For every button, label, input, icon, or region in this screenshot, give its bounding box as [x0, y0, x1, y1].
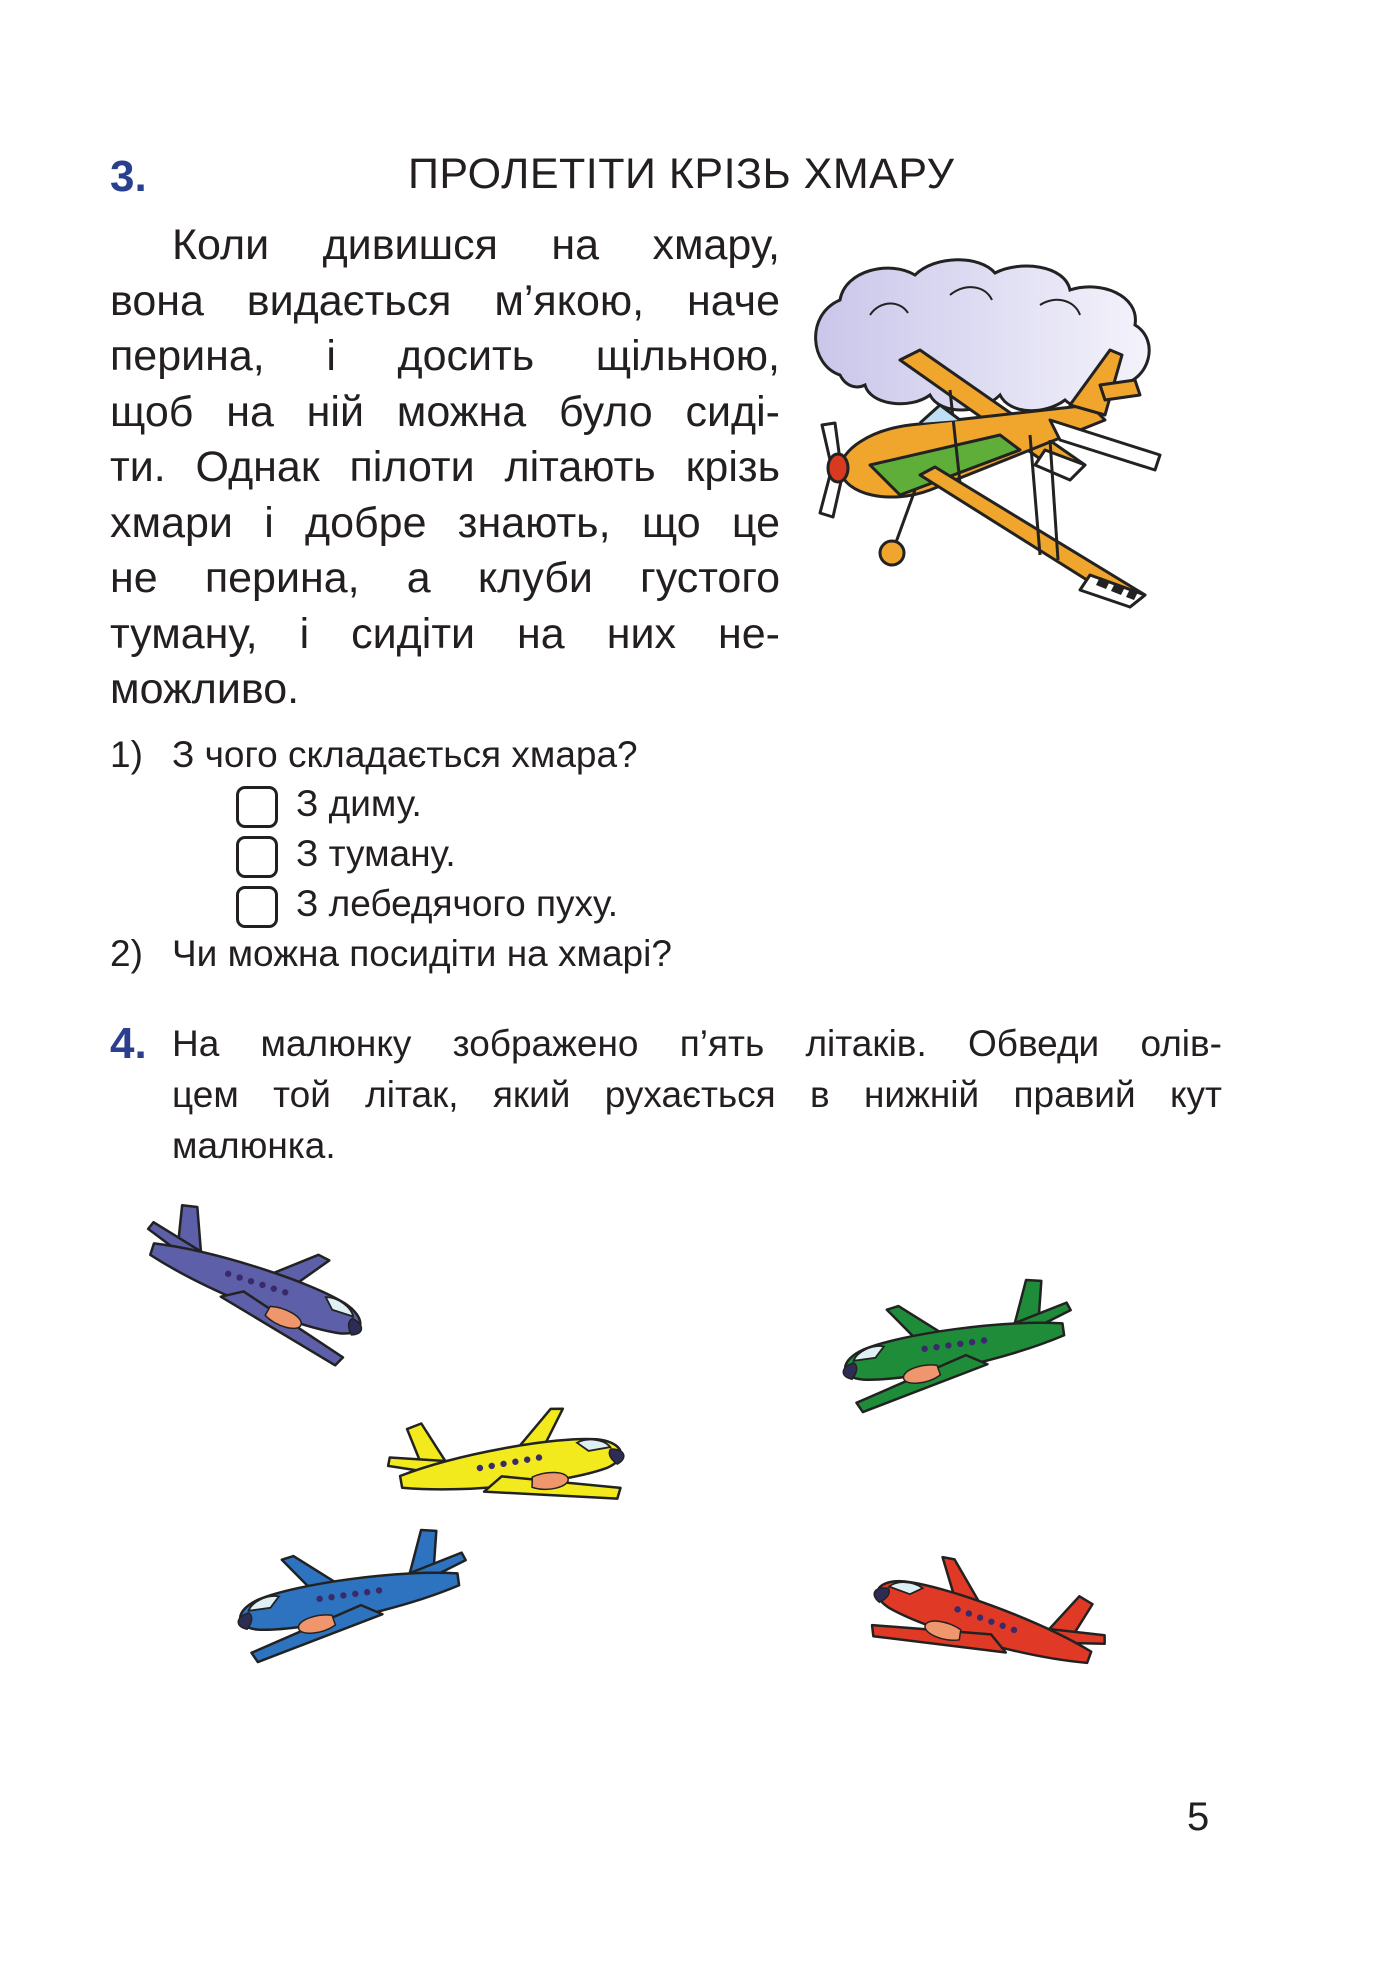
paragraph-line: ти. Однак пілоти літають крізь: [110, 443, 780, 491]
answer-option-smoke: З диму.: [296, 783, 422, 824]
paragraph-line: перина, і досить щільною,: [110, 332, 780, 380]
paragraph-line: Коли дивишся на хмару,: [172, 221, 780, 269]
task-4-text: [172, 1018, 1222, 1171]
answer-checkbox-fog[interactable]: [236, 836, 278, 878]
plane-blue-icon: [229, 1524, 476, 1663]
paragraph-line: не перина, а клуби густого: [110, 554, 780, 602]
answer-option-fog: З туману.: [296, 833, 456, 874]
paragraph-line: вона видається м’якою, наче: [110, 276, 780, 325]
answer-option-swan-down: З лебедячого пуху.: [296, 883, 619, 924]
question-1-text: З чого складається хмара?: [172, 734, 638, 775]
task-4-line: малюнка.: [172, 1125, 336, 1166]
question-1-label: 1): [110, 734, 143, 775]
answer-checkbox-smoke[interactable]: [236, 786, 278, 828]
task-3-paragraph: [110, 218, 780, 718]
answer-checkbox-swan-down[interactable]: [236, 886, 278, 928]
plane-red-icon: [860, 1530, 1117, 1710]
five-planes-illustration: [100, 1190, 1240, 1710]
plane-yellow-icon: [382, 1390, 631, 1537]
task-3-title: ПРОЛЕТІТИ КРІЗЬ ХМАРУ: [408, 150, 955, 198]
paragraph-line: туману, і сидіти на них не-: [110, 609, 780, 658]
question-2-text: Чи можна посидіти на хмарі?: [172, 933, 672, 974]
paragraph-line: хмари і добре знають, що це: [110, 498, 780, 547]
paragraph-line: можливо.: [110, 665, 300, 713]
plane-green-icon: [834, 1274, 1081, 1413]
page-number: 5: [1187, 1795, 1210, 1839]
task-4-line: На малюнку зображено п’ять літаків. Обведи олів-: [172, 1023, 1222, 1064]
task-4-line: цем той літак, який рухається в нижній правий кут: [172, 1074, 1222, 1115]
task-4-number: 4.: [110, 1019, 147, 1068]
plane-purple-icon: [126, 1195, 382, 1370]
task-3-number: 3.: [110, 152, 147, 201]
biplane-cloud-illustration: [800, 255, 1210, 615]
paragraph-line: щоб на ній можна було сиді-: [110, 387, 780, 436]
question-2-label: 2): [110, 933, 143, 974]
